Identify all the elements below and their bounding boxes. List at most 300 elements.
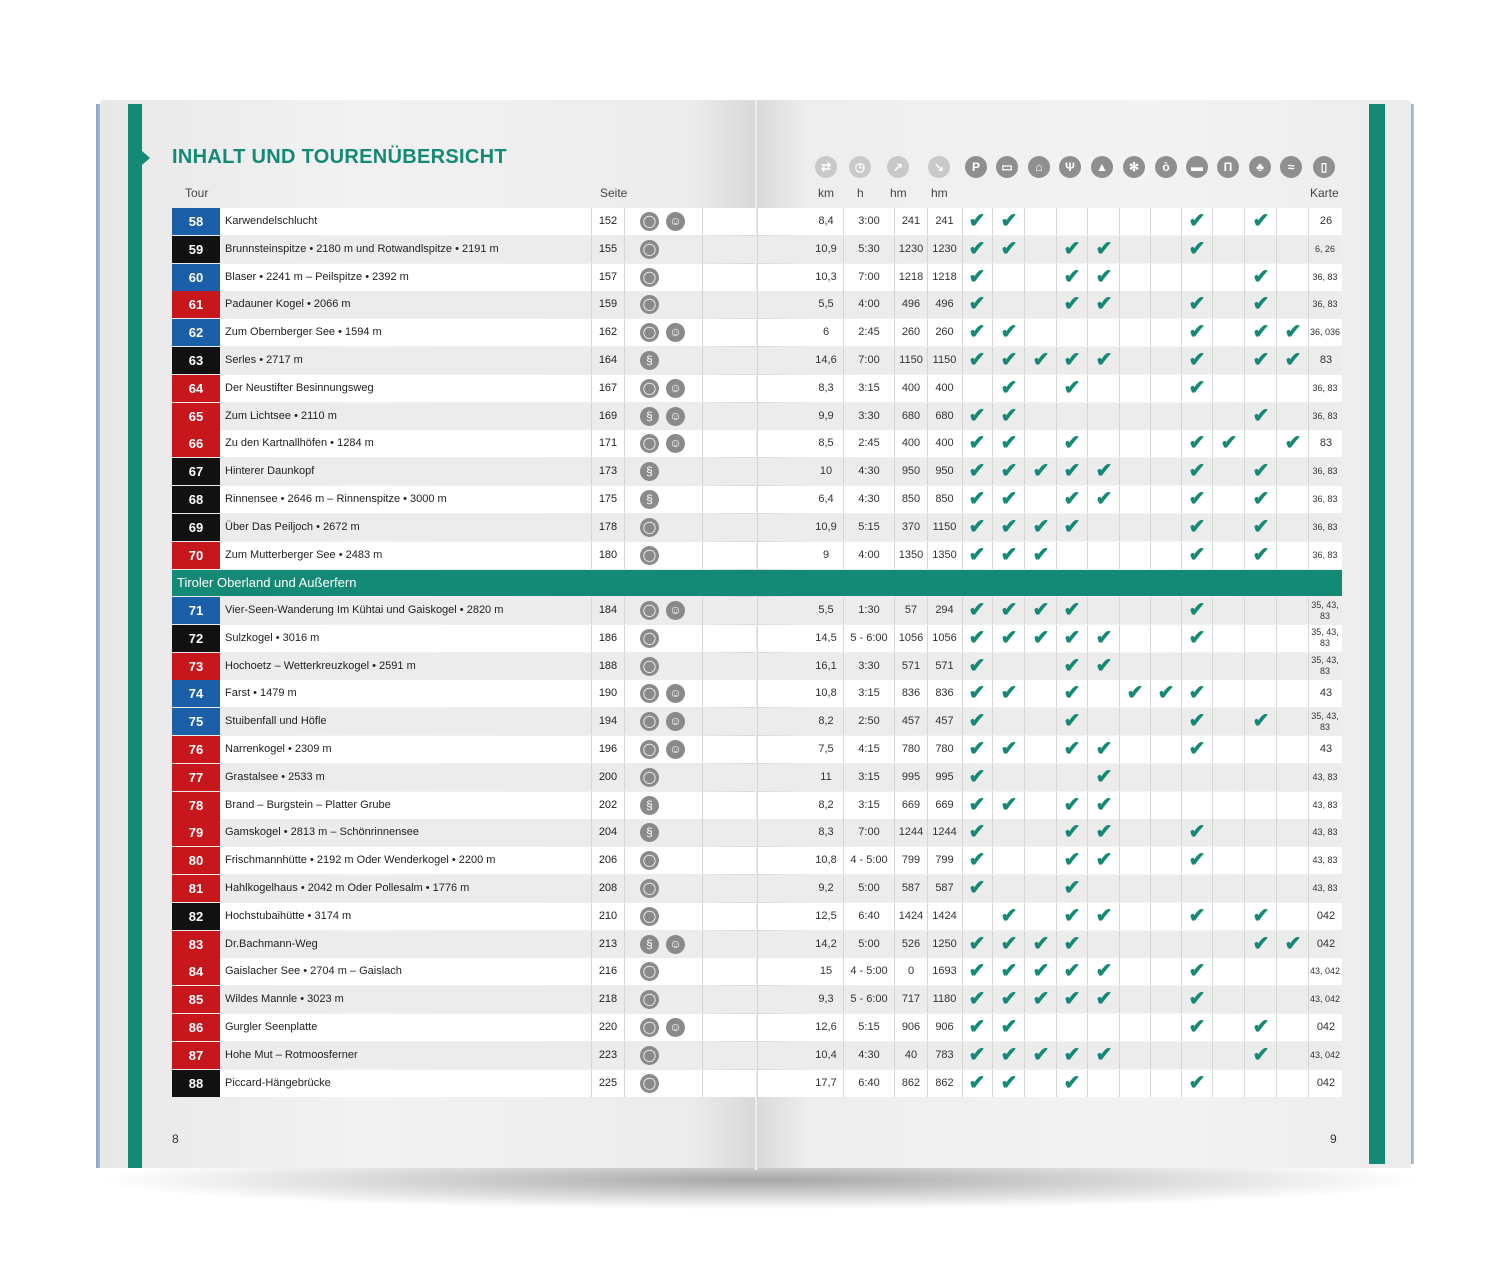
column-divider — [1119, 319, 1120, 346]
tour-ascent: 526 — [901, 937, 921, 950]
column-divider — [992, 403, 993, 430]
difficulty-circle-icon: ◯ — [640, 601, 659, 620]
column-divider — [1024, 486, 1025, 513]
column-divider — [1181, 875, 1182, 902]
column-divider — [1244, 680, 1245, 707]
tour-map: 43, 83 — [1312, 855, 1338, 866]
family-icon: ☺ — [666, 434, 685, 453]
column-divider — [1056, 236, 1057, 263]
column-divider — [1276, 625, 1277, 652]
column-divider — [1276, 792, 1277, 819]
column-divider — [1244, 764, 1245, 791]
column-divider — [624, 680, 625, 707]
table-row-details — [758, 236, 1342, 263]
column-divider — [992, 903, 993, 930]
difficulty-circle-icon: ◯ — [640, 295, 659, 314]
tour-page: 225 — [598, 1076, 618, 1089]
tour-name: Gurgler Seenplatte — [225, 1021, 318, 1033]
column-divider — [1212, 958, 1213, 985]
column-divider — [962, 486, 963, 513]
checkmark-icon: ✔ — [968, 626, 986, 649]
tour-descent: 680 — [935, 409, 954, 422]
table-row-details — [758, 736, 1342, 763]
checkmark-icon: ✔ — [968, 821, 986, 844]
tour-duration: 6:40 — [858, 1076, 880, 1089]
tour-km: 16,1 — [815, 659, 837, 672]
page-title: INHALT UND TOURENÜBERSICHT — [172, 146, 507, 168]
column-divider — [1056, 792, 1057, 819]
tour-map: 43, 83 — [1312, 799, 1338, 810]
table-row-details — [758, 792, 1342, 819]
column-divider — [962, 792, 963, 819]
column-divider — [1308, 1042, 1309, 1069]
column-divider — [1308, 291, 1309, 318]
column-divider — [1119, 819, 1120, 846]
tree-icon: ♣ — [1249, 156, 1271, 178]
tour-ascent: 717 — [901, 993, 921, 1006]
tour-km: 14,5 — [815, 631, 837, 644]
column-divider — [1181, 375, 1182, 402]
column-divider — [1308, 875, 1309, 902]
table-row-details — [758, 958, 1342, 985]
column-divider — [1276, 986, 1277, 1013]
table-row-details — [758, 625, 1342, 652]
column-divider — [624, 653, 625, 680]
column-divider — [1244, 542, 1245, 569]
difficulty-circle-icon: ◯ — [640, 379, 659, 398]
column-divider — [992, 264, 993, 291]
winter-icon: ✻ — [1123, 156, 1145, 178]
column-divider — [1244, 264, 1245, 291]
column-divider — [624, 736, 625, 763]
column-divider — [1181, 792, 1182, 819]
checkmark-icon: ✔ — [968, 265, 986, 288]
tour-name: Zum Obernberger See • 1594 m — [225, 326, 382, 339]
column-divider — [1181, 958, 1182, 985]
column-divider — [1150, 347, 1151, 374]
header-seite: Seite — [600, 186, 628, 200]
column-divider — [992, 458, 993, 485]
column-divider — [1181, 291, 1182, 318]
column-divider — [1024, 736, 1025, 763]
column-divider — [624, 819, 625, 846]
column-divider — [1181, 319, 1182, 346]
checkmark-icon: ✔ — [1126, 682, 1144, 705]
column-divider — [1276, 764, 1277, 791]
difficulty-circle-icon: ◯ — [640, 268, 659, 287]
checkmark-icon: ✔ — [1032, 515, 1050, 538]
column-divider — [1024, 208, 1025, 235]
column-divider — [1308, 347, 1309, 374]
column-divider — [1244, 625, 1245, 652]
tour-duration: 3:00 — [858, 215, 880, 227]
difficulty-circle-icon: ◯ — [640, 629, 659, 648]
checkmark-icon: ✔ — [1252, 321, 1270, 344]
table-row — [172, 208, 756, 235]
column-divider — [1024, 625, 1025, 652]
column-divider — [1087, 819, 1088, 846]
table-row-details — [758, 653, 1342, 680]
checkmark-icon: ✔ — [1000, 626, 1018, 649]
column-divider — [1150, 291, 1151, 318]
tour-descent: 906 — [935, 1021, 954, 1033]
tour-number: 88 — [172, 1070, 220, 1097]
tour-km: 12,6 — [815, 1021, 837, 1033]
column-divider — [1212, 319, 1213, 346]
column-divider — [1087, 875, 1088, 902]
table-row-details — [758, 514, 1342, 541]
tour-ascent: 850 — [901, 493, 921, 505]
checkmark-icon: ✔ — [1252, 932, 1270, 955]
column-divider — [1150, 319, 1151, 346]
column-divider — [1024, 986, 1025, 1013]
column-divider — [1244, 403, 1245, 430]
column-divider — [1308, 625, 1309, 652]
column-divider — [702, 708, 703, 735]
difficulty-circle-icon: ◯ — [640, 240, 659, 259]
column-divider — [624, 208, 625, 235]
column-divider — [1212, 291, 1213, 318]
column-divider — [962, 236, 963, 263]
column-divider — [1087, 625, 1088, 652]
column-divider — [1308, 764, 1309, 791]
column-divider — [1308, 986, 1309, 1013]
table-row-details — [758, 903, 1342, 930]
checkmark-icon: ✔ — [1000, 376, 1018, 399]
column-divider — [1276, 375, 1277, 402]
column-divider — [1150, 736, 1151, 763]
checkmark-icon: ✔ — [1157, 682, 1175, 705]
checkmark-icon: ✔ — [968, 321, 986, 344]
column-divider — [1024, 764, 1025, 791]
column-divider — [1150, 542, 1151, 569]
column-divider — [624, 514, 625, 541]
column-divider — [1308, 1070, 1309, 1097]
column-divider — [1308, 736, 1309, 763]
column-divider — [1150, 819, 1151, 846]
checkmark-icon: ✔ — [1252, 265, 1270, 288]
hut-icon: ▲ — [1091, 156, 1113, 178]
column-divider — [1087, 291, 1088, 318]
section-banner — [172, 570, 1342, 596]
tour-descent: 850 — [935, 493, 954, 505]
tour-ascent: 995 — [901, 770, 921, 783]
column-divider — [1181, 708, 1182, 735]
column-divider — [702, 653, 703, 680]
column-divider — [702, 792, 703, 819]
column-divider — [962, 819, 963, 846]
signpost-icon: ⇄ — [815, 156, 837, 178]
family-icon: ☺ — [666, 379, 685, 398]
column-divider — [1119, 458, 1120, 485]
checkmark-icon: ✔ — [1284, 932, 1302, 955]
column-divider — [992, 958, 993, 985]
checkmark-icon: ✔ — [1000, 1043, 1018, 1066]
column-divider — [1087, 458, 1088, 485]
table-row-details — [758, 708, 1342, 735]
column-divider — [1119, 236, 1120, 263]
column-divider — [1181, 264, 1182, 291]
tour-duration: 4:00 — [858, 548, 880, 561]
column-divider — [1024, 1070, 1025, 1097]
tour-number: 63 — [172, 347, 220, 374]
checkmark-icon: ✔ — [1188, 349, 1206, 371]
column-divider — [1212, 903, 1213, 930]
accent-bar-left — [128, 104, 142, 1168]
tour-km: 10,9 — [815, 520, 837, 533]
column-divider — [702, 819, 703, 846]
column-divider — [702, 903, 703, 930]
difficulty-path-icon: § — [640, 351, 659, 370]
table-row-details — [758, 597, 1342, 624]
column-divider — [702, 375, 703, 402]
checkmark-icon: ✔ — [1000, 515, 1018, 538]
difficulty-circle-icon: ◯ — [640, 212, 659, 231]
column-divider — [1181, 736, 1182, 763]
tour-name: Brunnsteinspitze • 2180 m und Rotwandlspitze • 2191 m — [225, 242, 499, 255]
column-divider — [1308, 375, 1309, 402]
table-row — [172, 319, 756, 346]
column-divider — [962, 291, 963, 318]
tour-km: 17,7 — [815, 1076, 837, 1089]
checkmark-icon: ✔ — [1063, 599, 1081, 621]
checkmark-icon: ✔ — [1095, 654, 1113, 677]
tour-descent: 457 — [935, 715, 954, 728]
column-divider — [1087, 403, 1088, 430]
column-divider — [1308, 847, 1309, 874]
tour-map: 83 — [1319, 354, 1333, 366]
checkmark-icon: ✔ — [968, 210, 986, 232]
column-divider — [1087, 375, 1088, 402]
tour-ascent: 57 — [904, 604, 918, 616]
column-divider — [1087, 986, 1088, 1013]
tour-map: 36, 83 — [1312, 466, 1338, 477]
column-divider — [992, 736, 993, 763]
tour-map: 43, 83 — [1312, 827, 1338, 838]
column-divider — [1087, 347, 1088, 374]
column-divider — [1276, 542, 1277, 569]
column-divider — [1024, 430, 1025, 457]
column-divider — [1181, 208, 1182, 235]
column-divider — [1056, 542, 1057, 569]
column-divider — [962, 430, 963, 457]
column-divider — [1056, 1014, 1057, 1041]
column-divider — [1056, 486, 1057, 513]
tour-km: 10,4 — [815, 1048, 837, 1061]
tour-number: 78 — [172, 792, 220, 819]
tour-number: 74 — [172, 680, 220, 707]
checkmark-icon: ✔ — [1000, 960, 1018, 983]
tour-map: 43, 042 — [1309, 966, 1341, 977]
tour-ascent: 400 — [901, 381, 921, 394]
tour-name: Zum Mutterberger See • 2483 m — [225, 548, 383, 561]
column-divider — [1119, 542, 1120, 569]
checkmark-icon: ✔ — [1252, 460, 1270, 483]
column-divider — [1087, 264, 1088, 291]
checkmark-icon: ✔ — [1095, 1043, 1113, 1066]
column-divider — [1150, 847, 1151, 874]
column-divider — [1181, 514, 1182, 541]
checkmark-icon: ✔ — [968, 599, 986, 621]
checkmark-icon: ✔ — [1095, 988, 1113, 1011]
tour-descent: 1230 — [932, 242, 957, 255]
table-row — [172, 347, 756, 374]
checkmark-icon: ✔ — [1063, 904, 1081, 927]
tour-ascent: 1150 — [899, 354, 923, 366]
column-divider — [1056, 291, 1057, 318]
table-row — [172, 708, 756, 735]
tour-name: Grastalsee • 2533 m — [225, 770, 325, 783]
tour-duration: 1:30 — [858, 604, 880, 616]
table-row — [172, 1042, 756, 1069]
tour-duration: 2:45 — [858, 437, 880, 450]
checkmark-icon: ✔ — [1032, 543, 1050, 566]
column-divider — [1244, 1070, 1245, 1097]
checkmark-icon: ✔ — [1252, 488, 1270, 510]
tour-page: 223 — [598, 1048, 618, 1061]
tour-descent: 783 — [935, 1048, 954, 1061]
checkmark-icon: ✔ — [1188, 515, 1206, 538]
tour-name: Karwendelschlucht — [225, 215, 318, 227]
column-divider — [702, 458, 703, 485]
tour-page: 178 — [598, 520, 618, 533]
title-arrow-icon — [142, 151, 150, 165]
column-divider — [702, 514, 703, 541]
tour-ascent: 1056 — [898, 631, 924, 644]
column-divider — [702, 847, 703, 874]
column-divider — [1150, 458, 1151, 485]
column-divider — [1244, 597, 1245, 624]
column-divider — [1119, 986, 1120, 1013]
tour-ascent: 496 — [901, 298, 921, 311]
tour-ascent: 836 — [901, 687, 921, 700]
column-divider — [992, 514, 993, 541]
tour-map: 43, 83 — [1312, 771, 1338, 782]
column-divider — [624, 986, 625, 1013]
difficulty-circle-icon: ◯ — [640, 768, 659, 787]
difficulty-circle-icon: ◯ — [640, 684, 659, 703]
tour-duration: 3:15 — [858, 770, 880, 783]
tour-page: 175 — [598, 493, 618, 505]
tour-km: 7,5 — [818, 743, 834, 755]
table-row — [172, 430, 756, 457]
tour-page: 200 — [598, 770, 618, 783]
checkmark-icon: ✔ — [1188, 738, 1206, 760]
tour-number: 65 — [172, 403, 220, 430]
tour-descent: 260 — [935, 326, 954, 339]
checkmark-icon: ✔ — [968, 682, 986, 705]
column-divider — [1181, 597, 1182, 624]
table-row-details — [758, 1014, 1342, 1041]
column-divider — [992, 347, 993, 374]
column-divider — [1244, 486, 1245, 513]
tour-page: 204 — [598, 826, 618, 839]
checkmark-icon: ✔ — [1063, 877, 1081, 899]
column-divider — [1276, 680, 1277, 707]
checkmark-icon: ✔ — [1188, 432, 1206, 455]
column-divider — [1276, 903, 1277, 930]
tour-km: 10,8 — [815, 687, 837, 700]
column-divider — [1276, 653, 1277, 680]
accent-bar-right — [1369, 104, 1385, 1164]
tour-map: 36, 83 — [1312, 382, 1338, 393]
column-divider — [624, 236, 625, 263]
column-divider — [992, 319, 993, 346]
column-divider — [1024, 958, 1025, 985]
tour-name: Zu den Kartnallhöfen • 1284 m — [225, 437, 374, 450]
tour-number: 62 — [172, 319, 220, 346]
tour-ascent: 571 — [901, 659, 921, 672]
column-divider — [1212, 542, 1213, 569]
checkmark-icon: ✔ — [1032, 626, 1050, 649]
column-divider — [1244, 792, 1245, 819]
column-divider — [1276, 291, 1277, 318]
column-divider — [1308, 319, 1309, 346]
column-divider — [1212, 403, 1213, 430]
column-divider — [1308, 514, 1309, 541]
column-divider — [1150, 514, 1151, 541]
checkmark-icon: ✔ — [1000, 237, 1018, 260]
checkmark-icon: ✔ — [1252, 1043, 1270, 1066]
tour-page: 194 — [598, 715, 618, 728]
tour-km: 10,3 — [815, 270, 837, 283]
column-divider — [1056, 264, 1057, 291]
tour-descent: 950 — [935, 465, 954, 478]
column-divider — [992, 931, 993, 958]
tour-ascent: 457 — [901, 715, 921, 728]
column-divider — [1024, 291, 1025, 318]
table-row — [172, 736, 756, 763]
tour-km: 8,5 — [818, 437, 834, 450]
header-hm-up: hm — [890, 186, 907, 200]
column-divider — [1024, 847, 1025, 874]
checkmark-icon: ✔ — [1252, 710, 1270, 733]
header-karte: Karte — [1310, 186, 1339, 200]
column-divider — [1212, 347, 1213, 374]
column-divider — [1212, 1042, 1213, 1069]
column-divider — [702, 986, 703, 1013]
tour-duration: 5:15 — [858, 1021, 880, 1033]
checkmark-icon: ✔ — [1252, 904, 1270, 927]
checkmark-icon: ✔ — [1063, 293, 1081, 316]
column-divider — [962, 958, 963, 985]
column-divider — [992, 792, 993, 819]
column-divider — [1212, 486, 1213, 513]
column-divider — [1119, 903, 1120, 930]
column-divider — [1308, 708, 1309, 735]
column-divider — [624, 542, 625, 569]
column-divider — [1119, 597, 1120, 624]
tour-name: Vier-Seen-Wanderung Im Kühtai und Gaiskogel • 2820 m — [225, 604, 504, 616]
table-row-details — [758, 347, 1342, 374]
tour-map: 43, 83 — [1312, 883, 1338, 893]
checkmark-icon: ✔ — [968, 793, 986, 816]
column-divider — [1024, 375, 1025, 402]
difficulty-circle-icon: ◯ — [640, 518, 659, 537]
tour-map: 042 — [1316, 937, 1336, 950]
column-divider — [1276, 875, 1277, 902]
column-divider — [624, 291, 625, 318]
column-divider — [1024, 903, 1025, 930]
tour-name: Hochstubaihütte • 3174 m — [225, 909, 352, 922]
tour-number: 69 — [172, 514, 220, 541]
family-icon: ☺ — [666, 684, 685, 703]
column-divider — [962, 653, 963, 680]
table-row-details — [758, 486, 1342, 513]
tour-ascent: 1230 — [898, 242, 924, 255]
checkmark-icon: ✔ — [1095, 293, 1113, 316]
table-row-details — [758, 430, 1342, 457]
